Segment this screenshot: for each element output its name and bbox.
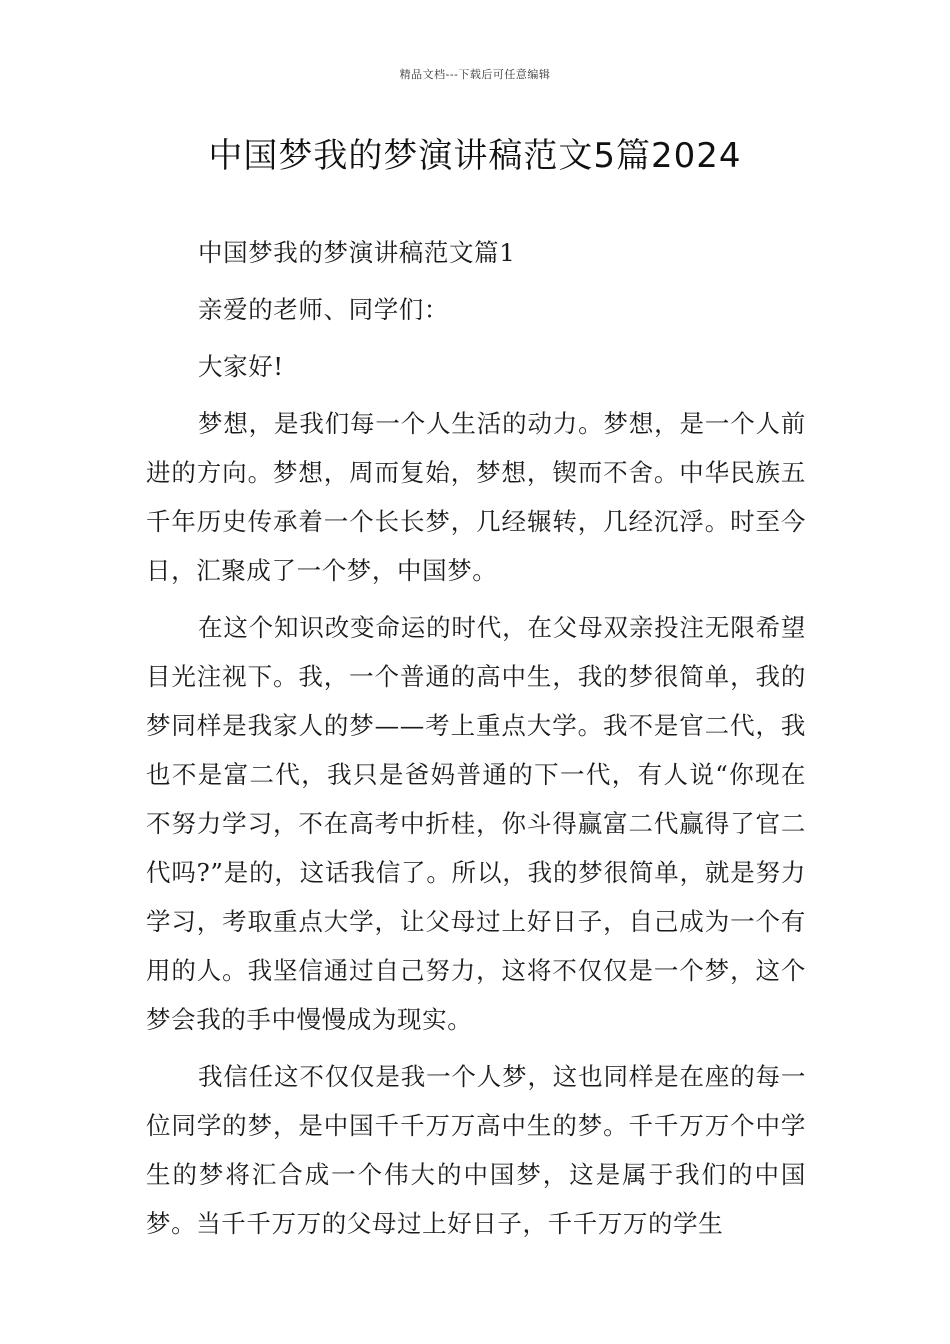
document-title: 中国梦我的梦演讲稿范文5篇2024 — [208, 136, 742, 176]
paragraph: 梦想，是我们每一个人生活的动力。梦想，是一个人前进的方向。梦想，周而复始，梦想，锲而不舍。中华民族五千年历史传承着一个长长梦，几经辗转，几经沉浮。时至今日，汇聚成了一个梦，中国梦。 — [146, 409, 806, 585]
paragraph: 在这个知识改变命运的时代，在父母双亲投注无限希望目光注视下。我，一个普通的高中生，我的梦很简单，我的梦同样是我家人的梦——考上重点大学。我不是官二代，我也不是富二代，我只是爸妈普通的下一代，有人说“你现在不努力学习，不在高考中折桂，你斗得赢富二代赢得了官二代吗?”是的，这话我信了。所以，我的梦很简单，就是努力学习，考取重点大学，让父母过上好日子，自己成为一个有用的人。我坚信通过自己努力，这将不仅仅是一个梦，这个梦会我的手中慢慢成为现实。 — [146, 613, 806, 1034]
section-heading: 中国梦我的梦演讲稿范文篇1 — [198, 238, 516, 267]
salutation: 亲爱的老师、同学们： — [198, 295, 449, 324]
document-body — [146, 228, 806, 1256]
header-note: 精品文档---下载后可任意编辑 — [399, 68, 551, 81]
greeting: 大家好! — [198, 352, 284, 381]
paragraph: 我信任这不仅仅是我一个人梦，这也同样是在座的每一位同学的梦，是中国千千万万高中生的梦。千千万万个中学生的梦将汇合成一个伟大的中国梦，这是属于我们的中国梦。当千千万万的父母过上好日子，千千万万的学生 — [146, 1062, 806, 1238]
